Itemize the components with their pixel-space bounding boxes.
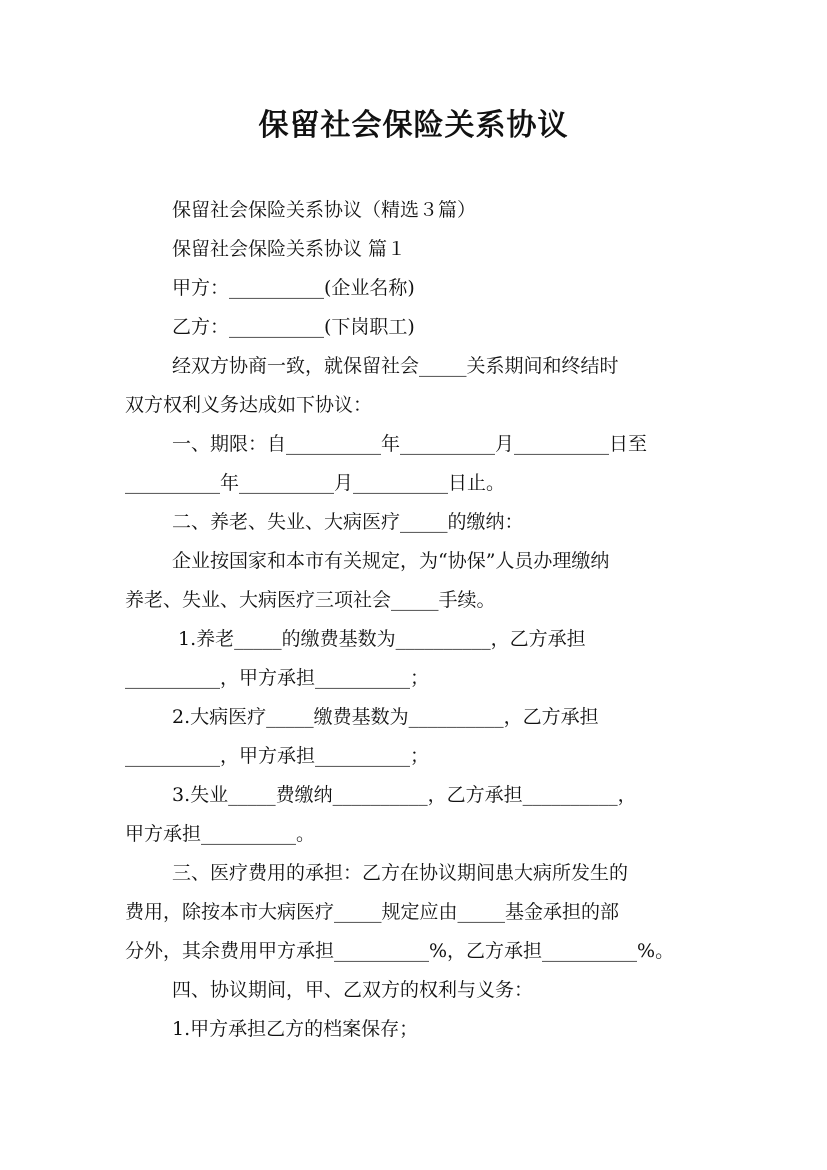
paragraph-line: 1.养老_____的缴费基数为__________，乙方承担 <box>178 628 586 650</box>
paragraph-line: 费用，除按本市大病医疗_____规定应由_____基金承担的部 <box>125 901 620 923</box>
paragraph-line: 3.失业_____费缴纳__________，乙方承担__________， <box>172 784 637 806</box>
paragraph-line: 保留社会保险关系协议（精选３篇） <box>172 199 477 221</box>
paragraph-line: 1.甲方承担乙方的档案保存； <box>172 1018 419 1040</box>
page-title: 保留社会保险关系协议 <box>258 108 569 143</box>
paragraph-line: 2.大病医疗_____缴费基数为__________，乙方承担 <box>172 706 599 728</box>
paragraph-line: 乙方：__________(下岗职工) <box>172 316 415 338</box>
paragraph-line: 三、医疗费用的承担：乙方在协议期间患大病所发生的 <box>172 862 629 884</box>
paragraph-line: __________年__________月__________日止。 <box>125 472 506 494</box>
paragraph-line: __________，甲方承担__________； <box>125 745 430 767</box>
paragraph-line: 甲方：__________(企业名称) <box>172 277 415 299</box>
paragraph-line: 分外，其余费用甲方承担__________%，乙方承担__________%。 <box>125 940 675 962</box>
paragraph-line: __________，甲方承担__________； <box>125 667 430 689</box>
paragraph-line: 经双方协商一致，就保留社会_____关系期间和终结时 <box>172 355 619 377</box>
paragraph-line: 保留社会保险关系协议 篇１ <box>172 238 407 260</box>
paragraph-line: 二、养老、失业、大病医疗_____的缴纳： <box>172 511 524 533</box>
paragraph-line: 四、协议期间，甲、乙双方的权利与义务： <box>172 979 534 1001</box>
paragraph-line: 双方权利义务达成如下协议： <box>125 394 373 416</box>
paragraph-line: 一、期限：自__________年__________月__________日至 <box>172 433 648 455</box>
paragraph-line: 企业按国家和本市有关规定，为“协保”人员办理缴纳 <box>172 550 610 572</box>
paragraph-line: 甲方承担__________。 <box>125 823 316 845</box>
paragraph-line: 养老、失业、大病医疗三项社会_____手续。 <box>125 589 496 611</box>
